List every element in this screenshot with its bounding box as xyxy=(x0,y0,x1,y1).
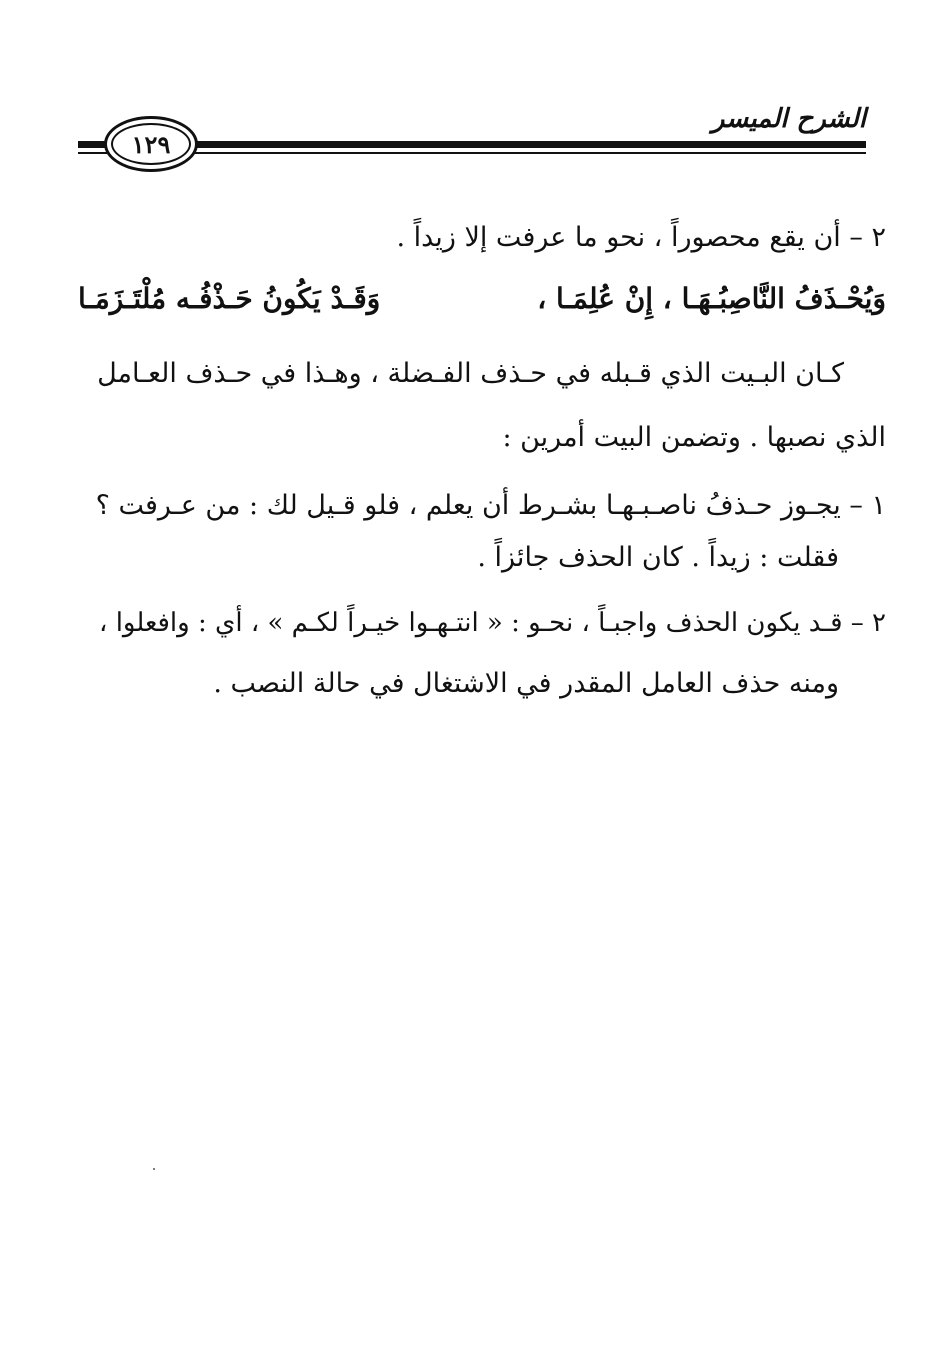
point-1-line-1: ١ – يجـوز حـذفُ ناصـبـهـا بشـرط أن يعلم ، فلو قـيل لك : من عـرفت ؟ xyxy=(95,490,886,521)
header-rule-thin xyxy=(78,152,866,154)
page-number-badge xyxy=(104,116,198,172)
verse-first-half: وَيُحْـذَفُ النَّاصِبُـهَـا ، إِنْ عُلِمَـا ، xyxy=(537,282,886,315)
item-2-top: ٢ – أن يقع محصوراً ، نحو ما عرفت إلا زيداً . xyxy=(396,222,886,253)
paragraph-line-1: كـان البـيت الذي قـبله في حـذف الفـضلة ، وهـذا في حـذف العـامل xyxy=(97,358,844,389)
point-2-line-2: ومنه حذف العامل المقدر في الاشتغال في حالة النصب . xyxy=(213,668,839,699)
running-header-title: الشرح الميسر xyxy=(711,104,866,134)
point-1-line-2: فقلت : زيداً . كان الحذف جائزاً . xyxy=(477,542,839,573)
paragraph-line-2: الذي نصبها . وتضمن البيت أمرين : xyxy=(502,422,886,453)
scan-speck xyxy=(153,1168,155,1170)
page-number: ١٢٩ xyxy=(131,129,171,159)
point-2-line-1: ٢ – قـد يكون الحذف واجبـاً ، نحـو : « انتـهـوا خيـراً لكـم » ، أي : وافعلوا ، xyxy=(99,608,886,638)
verse-second-half: وَقَـدْ يَكُونُ حَـذْفُـه مُلْتَـزَمَـا xyxy=(78,282,381,315)
